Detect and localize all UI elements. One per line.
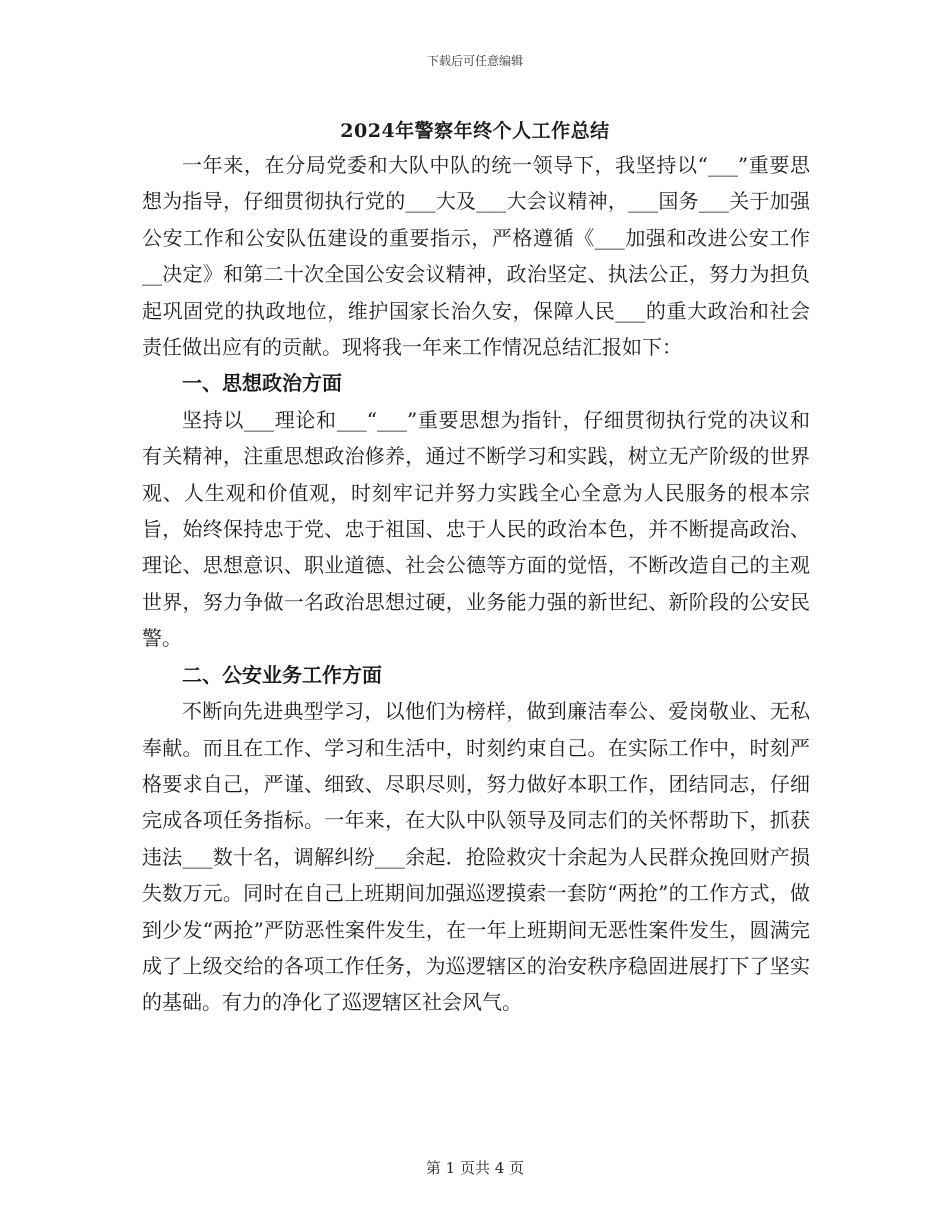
section-heading-ideology: 一、思想政治方面: [182, 371, 342, 396]
section-body-ideology: 坚持以___理论和___“___”重要思想为指针，仔细贯彻执行党的决议和有关精神，注重思想政治修养，通过不断学习和实践，树立无产阶级的世界观、人生观和价值观，时刻牢记并努力实践全心全意为人民服务的根本宗旨，始终保持忠于党、忠于祖国、忠于人民的政治本色，并不断提高政治、理论、思想意识、职业道德、社会公德等方面的觉悟，不断改造自己的主观世界，努力争做一名政治思想过硬，业务能力强的新世纪、新阶段的公安民警。: [142, 407, 810, 651]
document-body: [142, 147, 810, 1021]
section-heading-police-work: 二、公安业务工作方面: [182, 662, 382, 687]
page-number-footer: 第 1 页共 4 页: [425, 1159, 525, 1177]
header-note: 下载后可任意编辑: [426, 54, 523, 68]
document-title: 2024年警察年终个人工作总结: [340, 120, 610, 142]
intro-paragraph: 一年来，在分局党委和大队中队的统一领导下，我坚持以“___”重要思想为指导，仔细贯彻执行党的___大及___大会议精神，___国务___关于加强公安工作和公安队伍建设的重要指示，严格遵循《___加强和改进公安工作__决定》和第二十次全国公安会议精神，政治坚定、执法公正，努力为担负起巩固党的执政地位，维护国家长治久安，保障人民___的重大政治和社会责任做出应有的贡献。现将我一年来工作情况总结汇报如下：: [142, 153, 810, 360]
section-body-police-work: 不断向先进典型学习，以他们为榜样，做到廉洁奉公、爱岗敬业、无私奉献。而且在工作、学习和生活中，时刻约束自己。在实际工作中，时刻严格要求自己，严谨、细致、尽职尽则，努力做好本职工作，团结同志，仔细完成各项任务指标。一年来，在大队中队领导及同志们的关怀帮助下，抓获违法___数十名，调解纠纷___余起．抢险救灾十余起为人民群众挽回财产损失数万元。同时在自己上班期间加强巡逻摸索一套防“两抢”的工作方式，做到少发“两抢”严防恶性案件发生，在一年上班期间无恶性案件发生，圆满完成了上级交给的各项工作任务，为巡逻辖区的治安秩序稳固进展打下了坚实的基础。有力的净化了巡逻辖区社会风气。: [142, 699, 810, 1015]
